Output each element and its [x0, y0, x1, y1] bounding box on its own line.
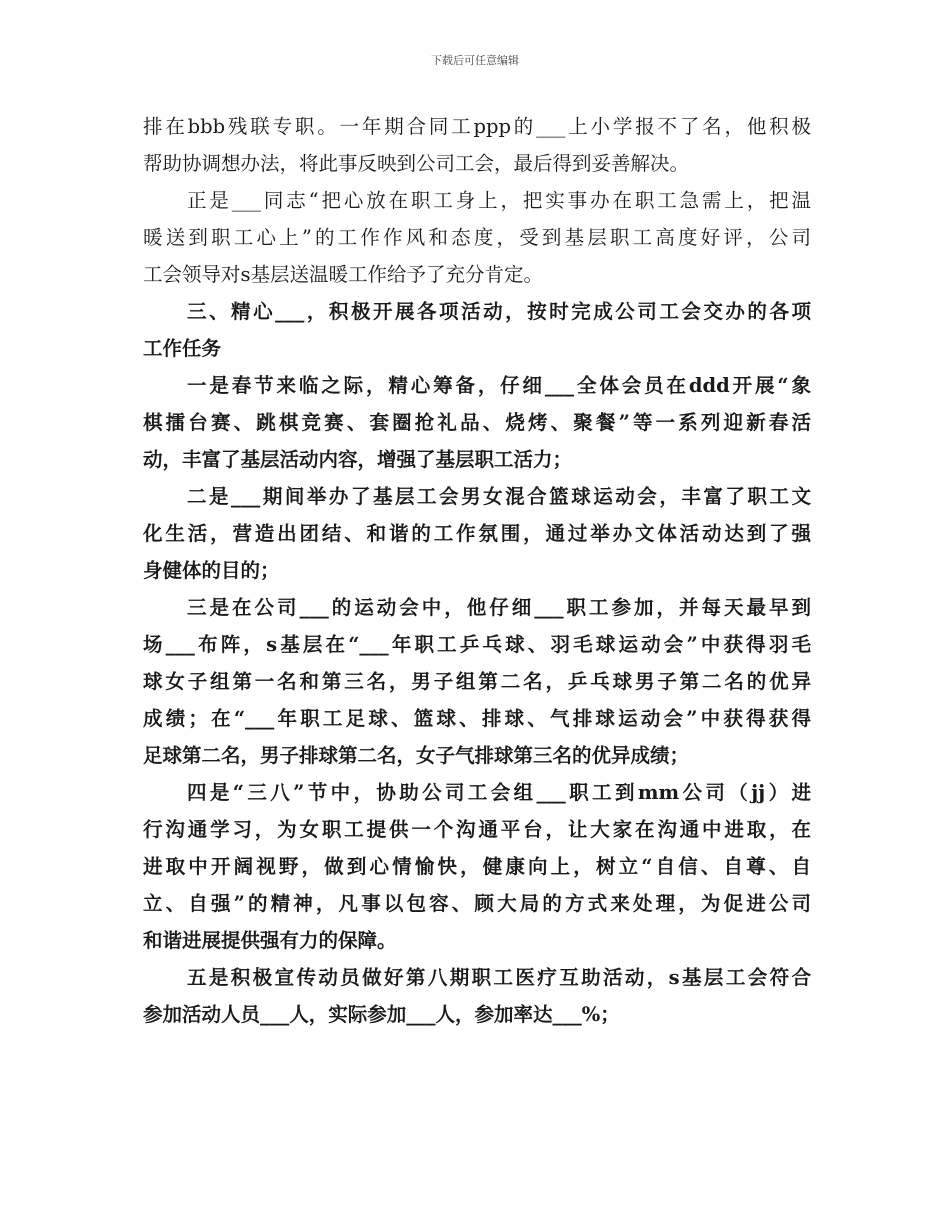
text-line: 一是春节来临之际，精心筹备，仔细___全体会员在ddd开展“象 — [187, 374, 811, 397]
paragraph-p2 — [143, 182, 811, 293]
section-heading — [143, 293, 811, 367]
paragraph-p1 — [143, 108, 811, 182]
text-line: 球女子组第一名和第三名，男子组第二名，乒乓球男子第二名的优异 — [143, 670, 811, 693]
text-line: 二是___期间举办了基层工会男女混合篮球运动会，丰富了职工文 — [187, 485, 811, 508]
paragraph-item-1 — [143, 367, 811, 478]
text-line: 四是“三八”节中，协助公司工会组___职工到mm公司（jj）进 — [187, 781, 811, 804]
text-line: 足球第二名，男子排球第二名，女子气排球第三名的优异成绩； — [143, 744, 690, 767]
text-line: 帮助协调想办法，将此事反映到公司工会，最后得到妥善解决。 — [143, 152, 690, 175]
text-line: 工作任务 — [143, 337, 222, 360]
text-line: 排在bbb残联专职。一年期合同工ppp的___上小学报不了名，他积极 — [143, 115, 811, 138]
text-line: 行沟通学习，为女职工提供一个沟通平台，让大家在沟通中进取，在 — [143, 818, 811, 841]
text-line: 正是___同志“把心放在职工身上，把实事办在职工急需上，把温 — [187, 189, 811, 212]
document-body — [143, 108, 811, 1033]
text-line: 立、自强”的精神，凡事以包容、顾大局的方式来处理，为促进公司 — [143, 892, 811, 915]
text-line: 场___布阵，s基层在“___年职工乒乓球、羽毛球运动会”中获得羽毛 — [143, 633, 811, 656]
paragraph-item-2 — [143, 478, 811, 589]
text-line: 成绩；在“___年职工足球、篮球、排球、气排球运动会”中获得获得 — [143, 707, 811, 730]
text-line: 进取中开阔视野，做到心情愉快，健康向上，树立“自信、自尊、自 — [143, 855, 811, 878]
page-header: 下载后可任意编辑 — [431, 54, 519, 67]
paragraph-item-5 — [143, 959, 811, 1033]
text-line: 棋擂台赛、跳棋竞赛、套圈抢礼品、烧烤、聚餐”等一系列迎新春活 — [143, 411, 811, 434]
text-line: 身健体的目的； — [143, 559, 280, 582]
text-line: 动，丰富了基层活动内容，增强了基层职工活力； — [143, 448, 573, 471]
text-line: 和谐进展提供强有力的保障。 — [143, 929, 397, 952]
paragraph-item-4 — [143, 774, 811, 959]
text-line: 化生活，营造出团结、和谐的工作氛围，通过举办文体活动达到了强 — [143, 522, 811, 545]
text-line: 三是在公司___的运动会中，他仔细___职工参加，并每天最早到 — [187, 596, 811, 619]
text-line: 三、精心___，积极开展各项活动，按时完成公司工会交办的各项 — [187, 300, 811, 323]
text-line: 参加活动人员___人，实际参加___人，参加率达___%； — [143, 1003, 620, 1026]
text-line: 五是积极宣传动员做好第八期职工医疗互助活动，s基层工会符合 — [187, 966, 811, 989]
text-line: 工会领导对s基层送温暖工作给予了充分肯定。 — [143, 263, 544, 286]
text-line: 暖送到职工心上”的工作作风和态度，受到基层职工高度好评，公司 — [143, 226, 811, 249]
paragraph-item-3 — [143, 589, 811, 774]
